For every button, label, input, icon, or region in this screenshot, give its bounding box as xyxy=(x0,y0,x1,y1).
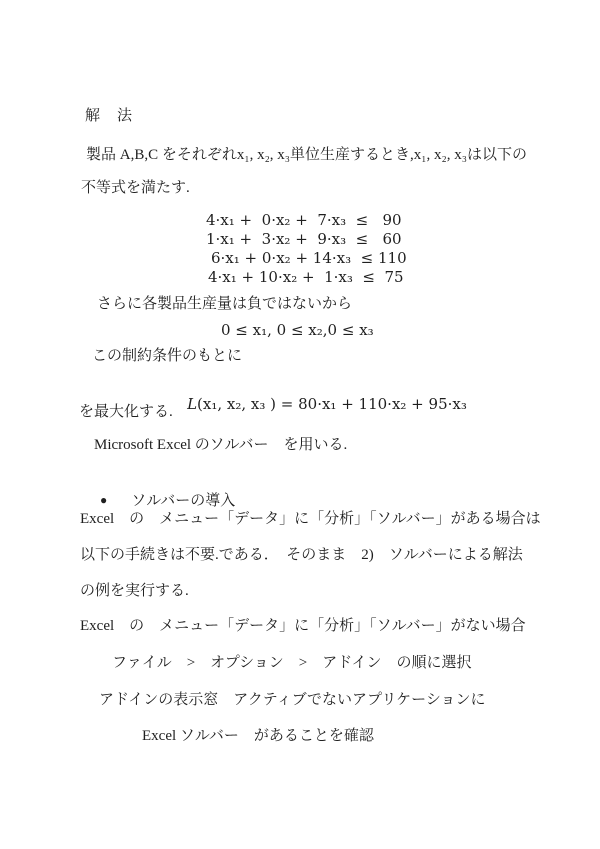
solver-usage-line: Microsoft Excel のソルバー を用いる. xyxy=(94,437,348,453)
no-solver-line-2: ファイル > オプション > アドイン の順に選択 xyxy=(112,655,472,671)
constraint-intro-line: この制約条件のもとに xyxy=(92,348,243,364)
objective-formula xyxy=(168,374,467,434)
no-solver-line-3: アドインの表示窓 アクティブでないアプリケーションに xyxy=(99,692,486,708)
objective-function-body: (x₁, x₂, x₃ ) = 80·x₁ + 110·x₂ + 95·x₃ xyxy=(197,395,467,413)
intro-line-1: 製品 A,B,C をそれぞれx₁, x₂, x₃単位生産するとき,x₁, x₂, x₃は以下の xyxy=(86,147,527,163)
no-solver-line-4: Excel ソルバー があることを確認 xyxy=(142,728,374,744)
has-solver-line-2: 以下の手続きは不要.である． そのまま 2) ソルバーによる解法 xyxy=(80,547,523,563)
inequality-row-3: 6·x₁ + 0·x₂ + 14·x₃ ≤ 110 xyxy=(211,249,407,267)
objective-function-name: L xyxy=(187,395,198,413)
inequality-row-4: 4·x₁ + 10·x₂ + 1·x₃ ≤ 75 xyxy=(208,268,404,286)
maximize-line: を最大化する. xyxy=(79,404,173,420)
nonneg-intro-line: さらに各製品生産量は負ではないから xyxy=(97,296,353,312)
bullet-icon: ● xyxy=(100,493,108,507)
no-solver-line-1: Excel の メニュー「データ」に「分析」「ソルバー」がない場合 xyxy=(80,618,526,634)
bullet-label: ソルバーの導入 xyxy=(131,493,236,509)
has-solver-line-1: Excel の メニュー「データ」に「分析」「ソルバー」がある場合は xyxy=(80,511,541,527)
inequality-row-2: 1·x₁ + 3·x₂ + 9·x₃ ≤ 60 xyxy=(206,230,402,248)
heading-solution: 解 法 xyxy=(85,108,134,124)
nonneg-formula: 0 ≤ x₁, 0 ≤ x₂,0 ≤ x₃ xyxy=(221,321,374,339)
has-solver-line-3: の例を実行する. xyxy=(80,583,189,599)
inequality-row-1: 4·x₁ + 0·x₂ + 7·x₃ ≤ 90 xyxy=(206,211,402,229)
intro-line-2: 不等式を満たす. xyxy=(81,180,190,196)
